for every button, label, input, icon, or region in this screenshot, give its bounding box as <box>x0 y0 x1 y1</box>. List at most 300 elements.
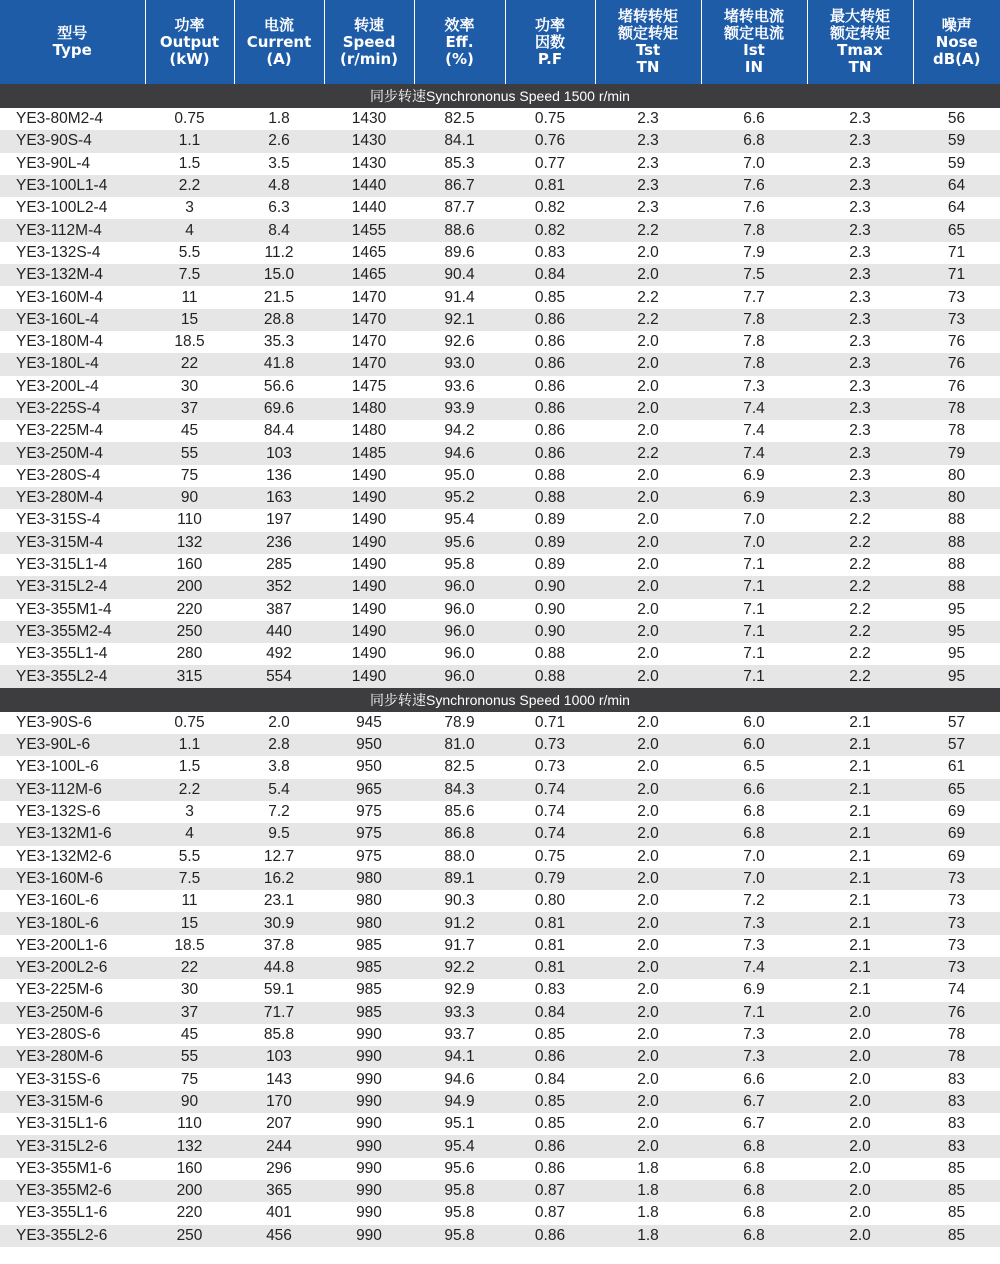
cell-tmax-tn: 2.2 <box>849 645 871 663</box>
column-header-ist-in <box>701 0 807 84</box>
cell-output: 4 <box>145 219 234 241</box>
cell-tst-tn: 2.0 <box>595 487 701 509</box>
cell-tst-tn: 2.2 <box>637 288 659 306</box>
cell-efficiency: 95.8 <box>444 556 475 574</box>
cell-tmax-tn: 2.0 <box>849 1204 871 1222</box>
cell-power-factor: 0.79 <box>505 868 595 890</box>
table-row <box>0 398 1000 420</box>
cell-ist-in: 6.9 <box>743 466 765 484</box>
cell-type: YE3-315L2-6 <box>0 1135 145 1157</box>
cell-tst-tn: 2.0 <box>637 556 659 574</box>
cell-noise: 73 <box>947 288 966 306</box>
cell-noise: 73 <box>913 309 1000 331</box>
column-header-power-factor <box>505 0 595 84</box>
cell-current: 136 <box>266 466 292 484</box>
cell-type: YE3-315L1-6 <box>16 1115 108 1133</box>
cell-type: YE3-355L1-4 <box>16 645 108 663</box>
cell-current: 554 <box>234 665 324 687</box>
cell-type: YE3-112M-6 <box>0 779 145 801</box>
cell-tst-tn: 2.0 <box>595 868 701 890</box>
cell-current: 41.8 <box>234 353 324 375</box>
cell-speed: 1455 <box>324 219 414 241</box>
table-row <box>0 1225 1000 1247</box>
cell-tst-tn: 2.0 <box>595 353 701 375</box>
cell-efficiency: 84.3 <box>414 779 505 801</box>
cell-noise: 95 <box>913 665 1000 687</box>
cell-speed: 990 <box>356 1115 382 1133</box>
cell-current: 15.0 <box>234 264 324 286</box>
cell-current: 456 <box>234 1225 324 1247</box>
cell-output: 5.5 <box>178 243 201 261</box>
cell-tst-tn: 2.0 <box>637 892 659 910</box>
cell-type: YE3-200L1-6 <box>16 936 108 954</box>
cell-type: YE3-132M1-6 <box>0 823 145 845</box>
cell-ist-in: 6.6 <box>743 110 765 128</box>
cell-power-factor: 0.76 <box>505 130 595 152</box>
cell-ist-in: 7.1 <box>701 576 807 598</box>
cell-current: 69.6 <box>234 398 324 420</box>
cell-current: 7.2 <box>268 803 290 821</box>
cell-tmax-tn: 2.0 <box>807 1046 913 1068</box>
cell-noise: 65 <box>913 779 1000 801</box>
cell-tmax-tn: 2.0 <box>807 1135 913 1157</box>
cell-output: 30 <box>180 377 199 395</box>
cell-tst-tn: 1.8 <box>595 1180 701 1202</box>
cell-power-factor: 0.82 <box>505 219 595 241</box>
cell-speed: 1465 <box>351 243 387 261</box>
cell-speed: 1490 <box>324 487 414 509</box>
cell-type: YE3-132M2-6 <box>16 847 112 865</box>
cell-efficiency: 85.6 <box>444 803 475 821</box>
cell-efficiency: 95.6 <box>444 1159 475 1177</box>
section-header-row <box>0 84 1000 108</box>
cell-output: 1.1 <box>145 130 234 152</box>
cell-efficiency: 91.7 <box>444 936 475 954</box>
table-row <box>0 957 1000 979</box>
table-row <box>0 420 1000 442</box>
cell-output: 160 <box>176 1159 203 1177</box>
cell-noise: 80 <box>947 466 966 484</box>
cell-speed: 990 <box>324 1225 414 1247</box>
table-row <box>0 376 1000 398</box>
cell-tst-tn: 2.0 <box>637 1070 659 1088</box>
cell-ist-in: 7.5 <box>701 264 807 286</box>
cell-power-factor: 0.81 <box>505 957 595 979</box>
header-row <box>0 0 1000 84</box>
column-header-line: 功率 <box>174 15 205 34</box>
cell-output: 37 <box>145 1002 234 1024</box>
cell-power-factor: 0.86 <box>505 353 595 375</box>
cell-tmax-tn: 2.1 <box>807 957 913 979</box>
cell-output: 22 <box>145 957 234 979</box>
column-header-line: 堵转电流 <box>723 7 784 25</box>
cell-power-factor: 0.71 <box>534 713 566 731</box>
cell-tmax-tn: 2.3 <box>849 466 871 484</box>
cell-speed: 985 <box>356 981 382 999</box>
cell-tmax-tn: 2.0 <box>807 1180 913 1202</box>
cell-power-factor: 0.84 <box>534 1070 566 1088</box>
cell-speed: 980 <box>324 868 414 890</box>
column-header-line: 额定转矩 <box>617 24 678 42</box>
cell-ist-in: 6.6 <box>701 779 807 801</box>
cell-ist-in: 7.0 <box>743 154 765 172</box>
cell-noise: 59 <box>947 154 966 172</box>
cell-tmax-tn: 2.3 <box>807 309 913 331</box>
cell-tst-tn: 2.0 <box>595 1091 701 1113</box>
cell-noise: 69 <box>947 803 966 821</box>
cell-ist-in: 7.4 <box>701 957 807 979</box>
cell-tst-tn: 2.0 <box>595 1135 701 1157</box>
table-row <box>0 1046 1000 1068</box>
cell-noise: 85 <box>947 1204 966 1222</box>
cell-type: YE3-355M2-6 <box>0 1180 145 1202</box>
cell-type: YE3-355M2-4 <box>0 621 145 643</box>
cell-tst-tn: 2.0 <box>637 758 659 776</box>
cell-ist-in: 7.8 <box>743 333 765 351</box>
column-header-noise <box>913 0 1000 84</box>
table-row <box>0 1158 1000 1180</box>
cell-tst-tn: 2.0 <box>637 511 659 529</box>
cell-speed: 1490 <box>351 511 387 529</box>
table-header <box>0 0 1000 84</box>
cell-power-factor: 0.85 <box>534 288 566 306</box>
cell-efficiency: 94.6 <box>444 1070 475 1088</box>
column-header-line: Current <box>246 32 312 51</box>
cell-power-factor: 0.85 <box>534 1026 566 1044</box>
table-row <box>0 130 1000 152</box>
cell-tst-tn: 2.0 <box>637 466 659 484</box>
cell-tst-tn: 2.0 <box>595 576 701 598</box>
cell-speed: 990 <box>356 1159 382 1177</box>
cell-tmax-tn: 2.0 <box>807 1225 913 1247</box>
cell-output: 280 <box>176 645 203 663</box>
cell-output: 2.2 <box>145 175 234 197</box>
table-body <box>0 84 1000 1247</box>
cell-noise: 73 <box>913 957 1000 979</box>
cell-current: 365 <box>234 1180 324 1202</box>
cell-tmax-tn: 2.1 <box>807 868 913 890</box>
cell-power-factor: 0.75 <box>534 110 566 128</box>
cell-tst-tn: 2.0 <box>595 734 701 756</box>
cell-output: 2.2 <box>145 779 234 801</box>
table-row <box>0 823 1000 845</box>
cell-tmax-tn: 2.3 <box>807 130 913 152</box>
cell-tst-tn: 2.0 <box>637 847 659 865</box>
cell-current: 163 <box>234 487 324 509</box>
cell-current: 21.5 <box>263 288 295 306</box>
cell-tst-tn: 2.0 <box>637 333 659 351</box>
cell-current: 236 <box>234 532 324 554</box>
column-header-line: Tmax <box>837 41 883 59</box>
cell-tst-tn: 2.0 <box>637 1026 659 1044</box>
cell-efficiency: 92.9 <box>444 981 475 999</box>
table-row <box>0 734 1000 756</box>
cell-speed: 990 <box>356 1026 382 1044</box>
cell-tst-tn: 2.0 <box>637 803 659 821</box>
cell-tmax-tn: 2.0 <box>849 1026 871 1044</box>
cell-speed: 985 <box>324 957 414 979</box>
column-header-line: 功率 <box>534 15 565 34</box>
cell-output: 55 <box>145 1046 234 1068</box>
cell-tmax-tn: 2.3 <box>849 110 871 128</box>
cell-ist-in: 7.1 <box>701 665 807 687</box>
cell-efficiency: 90.3 <box>444 892 475 910</box>
cell-tst-tn: 2.0 <box>637 377 659 395</box>
cell-current: 352 <box>234 576 324 598</box>
cell-type: YE3-132M-4 <box>0 264 145 286</box>
cell-tst-tn: 2.2 <box>595 219 701 241</box>
cell-tst-tn: 2.0 <box>595 1046 701 1068</box>
cell-power-factor: 0.84 <box>505 264 595 286</box>
cell-output: 0.75 <box>174 713 205 731</box>
cell-efficiency: 94.6 <box>414 442 505 464</box>
column-header-current <box>234 0 324 84</box>
cell-current: 170 <box>234 1091 324 1113</box>
cell-efficiency: 88.0 <box>444 847 475 865</box>
cell-ist-in: 7.8 <box>701 309 807 331</box>
table-row <box>0 712 1000 734</box>
cell-current: 9.5 <box>234 823 324 845</box>
cell-tmax-tn: 2.0 <box>807 1002 913 1024</box>
cell-efficiency: 84.1 <box>414 130 505 152</box>
cell-power-factor: 0.89 <box>534 556 566 574</box>
cell-type: YE3-355M1-4 <box>16 600 112 618</box>
cell-tst-tn: 2.0 <box>595 398 701 420</box>
cell-tmax-tn: 2.0 <box>849 1115 871 1133</box>
cell-type: YE3-112M-4 <box>0 219 145 241</box>
cell-noise: 73 <box>947 936 966 954</box>
cell-tst-tn: 2.0 <box>595 1002 701 1024</box>
cell-type: YE3-280S-6 <box>16 1026 101 1044</box>
table-row <box>0 599 1000 621</box>
cell-efficiency: 95.0 <box>444 466 475 484</box>
cell-power-factor: 0.83 <box>534 243 566 261</box>
cell-tmax-tn: 2.3 <box>807 219 913 241</box>
cell-current: 28.8 <box>234 309 324 331</box>
cell-ist-in: 7.1 <box>743 645 765 663</box>
cell-output: 7.5 <box>145 868 234 890</box>
cell-speed: 1490 <box>351 645 387 663</box>
cell-tst-tn: 2.0 <box>637 713 659 731</box>
cell-output: 55 <box>145 442 234 464</box>
cell-efficiency: 91.2 <box>414 912 505 934</box>
cell-power-factor: 0.90 <box>505 576 595 598</box>
table-row <box>0 1068 1000 1090</box>
cell-power-factor: 0.86 <box>505 398 595 420</box>
cell-efficiency: 92.2 <box>414 957 505 979</box>
cell-ist-in: 7.0 <box>743 511 765 529</box>
cell-noise: 73 <box>913 868 1000 890</box>
cell-speed: 990 <box>324 1046 414 1068</box>
cell-noise: 64 <box>947 199 966 217</box>
cell-ist-in: 6.9 <box>701 487 807 509</box>
cell-type: YE3-315M-4 <box>0 532 145 554</box>
cell-efficiency: 92.6 <box>444 333 475 351</box>
cell-current: 401 <box>266 1204 292 1222</box>
table-row <box>0 1091 1000 1113</box>
cell-power-factor: 0.82 <box>534 199 566 217</box>
table-row <box>0 576 1000 598</box>
column-header-line: (kW) <box>169 49 210 68</box>
cell-efficiency: 81.0 <box>414 734 505 756</box>
cell-ist-in: 7.1 <box>701 1002 807 1024</box>
column-header-output <box>145 0 234 84</box>
cell-type: YE3-132S-6 <box>16 803 101 821</box>
cell-current: 12.7 <box>263 847 295 865</box>
cell-speed: 1440 <box>351 199 387 217</box>
cell-current: 103 <box>234 442 324 464</box>
cell-noise: 79 <box>913 442 1000 464</box>
column-header-line: (A) <box>266 49 292 68</box>
cell-current: 492 <box>266 645 292 663</box>
cell-output: 132 <box>145 532 234 554</box>
column-header-line: 转速 <box>353 15 384 34</box>
cell-tst-tn: 2.0 <box>637 1115 659 1133</box>
cell-speed: 1470 <box>351 288 387 306</box>
cell-noise: 76 <box>947 333 966 351</box>
cell-ist-in: 7.0 <box>701 532 807 554</box>
cell-current: 2.6 <box>234 130 324 152</box>
cell-type: YE3-90L-4 <box>16 154 91 172</box>
cell-speed: 965 <box>324 779 414 801</box>
cell-output: 200 <box>145 1180 234 1202</box>
cell-power-factor: 0.81 <box>505 912 595 934</box>
cell-noise: 88 <box>913 532 1000 554</box>
cell-power-factor: 0.81 <box>534 936 566 954</box>
column-header-line: Tst <box>635 41 661 59</box>
column-header-efficiency <box>414 0 505 84</box>
cell-tst-tn: 2.3 <box>595 130 701 152</box>
cell-noise: 83 <box>947 1115 966 1133</box>
cell-tmax-tn: 2.2 <box>849 556 871 574</box>
cell-speed: 1440 <box>324 175 414 197</box>
cell-ist-in: 7.2 <box>743 892 765 910</box>
cell-power-factor: 0.88 <box>534 466 566 484</box>
cell-current: 6.3 <box>268 199 290 217</box>
column-header-line: Type <box>52 41 92 59</box>
cell-current: 11.2 <box>264 243 294 261</box>
cell-ist-in: 7.8 <box>701 219 807 241</box>
cell-output: 160 <box>176 556 203 574</box>
cell-speed: 975 <box>324 823 414 845</box>
cell-ist-in: 7.3 <box>743 1026 765 1044</box>
cell-output: 1.5 <box>178 758 201 776</box>
cell-noise: 95 <box>913 621 1000 643</box>
column-header-type <box>0 0 145 84</box>
cell-type: YE3-180M-4 <box>16 333 104 351</box>
cell-power-factor: 0.88 <box>534 645 566 663</box>
cell-speed: 1430 <box>351 154 387 172</box>
cell-speed: 1490 <box>324 665 414 687</box>
cell-type: YE3-355L1-6 <box>16 1204 108 1222</box>
cell-current: 3.5 <box>268 154 290 172</box>
cell-current: 207 <box>266 1115 292 1133</box>
cell-tmax-tn: 2.3 <box>849 154 871 172</box>
cell-current: 197 <box>266 511 292 529</box>
cell-efficiency: 82.5 <box>444 110 475 128</box>
cell-tmax-tn: 2.3 <box>849 288 871 306</box>
cell-current: 44.8 <box>234 957 324 979</box>
cell-noise: 85 <box>913 1225 1000 1247</box>
cell-speed: 1490 <box>351 556 387 574</box>
cell-power-factor: 0.73 <box>534 758 566 776</box>
cell-efficiency: 95.2 <box>414 487 505 509</box>
cell-noise: 85 <box>913 1180 1000 1202</box>
cell-type: YE3-100L-6 <box>16 758 99 776</box>
column-header-line: 因数 <box>534 32 565 51</box>
cell-type: YE3-160L-4 <box>0 309 145 331</box>
cell-ist-in: 6.7 <box>743 1115 765 1133</box>
cell-efficiency: 94.9 <box>414 1091 505 1113</box>
cell-current: 2.8 <box>234 734 324 756</box>
cell-tmax-tn: 2.1 <box>849 892 871 910</box>
cell-tmax-tn: 2.2 <box>849 511 871 529</box>
cell-noise: 76 <box>913 1002 1000 1024</box>
cell-tst-tn: 2.0 <box>595 779 701 801</box>
cell-current: 30.9 <box>234 912 324 934</box>
cell-speed: 1475 <box>351 377 387 395</box>
cell-efficiency: 88.6 <box>414 219 505 241</box>
cell-efficiency: 93.9 <box>414 398 505 420</box>
cell-tmax-tn: 2.1 <box>849 847 871 865</box>
cell-noise: 78 <box>947 1026 966 1044</box>
cell-type: YE3-355M1-6 <box>16 1159 112 1177</box>
cell-noise: 59 <box>913 130 1000 152</box>
cell-tst-tn: 2.0 <box>637 645 659 663</box>
cell-tmax-tn: 2.2 <box>807 576 913 598</box>
cell-tmax-tn: 2.3 <box>849 422 871 440</box>
cell-efficiency: 93.6 <box>444 377 475 395</box>
cell-efficiency: 96.0 <box>414 665 505 687</box>
cell-tst-tn: 2.0 <box>595 957 701 979</box>
cell-tst-tn: 2.0 <box>637 981 659 999</box>
cell-power-factor: 0.86 <box>505 1046 595 1068</box>
cell-efficiency: 96.0 <box>414 576 505 598</box>
cell-current: 5.4 <box>234 779 324 801</box>
cell-type: YE3-100L2-4 <box>16 199 108 217</box>
cell-efficiency: 90.4 <box>414 264 505 286</box>
cell-ist-in: 7.0 <box>743 847 765 865</box>
cell-tmax-tn: 2.3 <box>849 243 871 261</box>
table-row <box>0 153 1000 175</box>
cell-tmax-tn: 2.0 <box>807 1091 913 1113</box>
cell-type: YE3-132S-4 <box>16 243 101 261</box>
cell-speed: 1490 <box>324 576 414 598</box>
cell-efficiency: 95.6 <box>414 532 505 554</box>
cell-current: 23.1 <box>263 892 295 910</box>
cell-current: 1.8 <box>268 110 290 128</box>
cell-efficiency: 85.3 <box>444 154 475 172</box>
cell-power-factor: 0.84 <box>505 1002 595 1024</box>
cell-ist-in: 7.0 <box>701 868 807 890</box>
cell-output: 200 <box>145 576 234 598</box>
cell-ist-in: 7.3 <box>743 377 765 395</box>
cell-tmax-tn: 2.3 <box>807 398 913 420</box>
cell-output: 37 <box>145 398 234 420</box>
cell-type: YE3-160L-6 <box>16 892 99 910</box>
cell-noise: 61 <box>947 758 966 776</box>
cell-ist-in: 6.8 <box>701 1135 807 1157</box>
cell-power-factor: 0.83 <box>534 981 566 999</box>
cell-tmax-tn: 2.3 <box>807 264 913 286</box>
cell-power-factor: 0.85 <box>505 1091 595 1113</box>
cell-speed: 990 <box>356 1204 382 1222</box>
table-row <box>0 331 1000 353</box>
table-row <box>0 108 1000 130</box>
cell-power-factor: 0.86 <box>505 1225 595 1247</box>
cell-tmax-tn: 2.0 <box>849 1070 871 1088</box>
cell-efficiency: 78.9 <box>444 713 475 731</box>
